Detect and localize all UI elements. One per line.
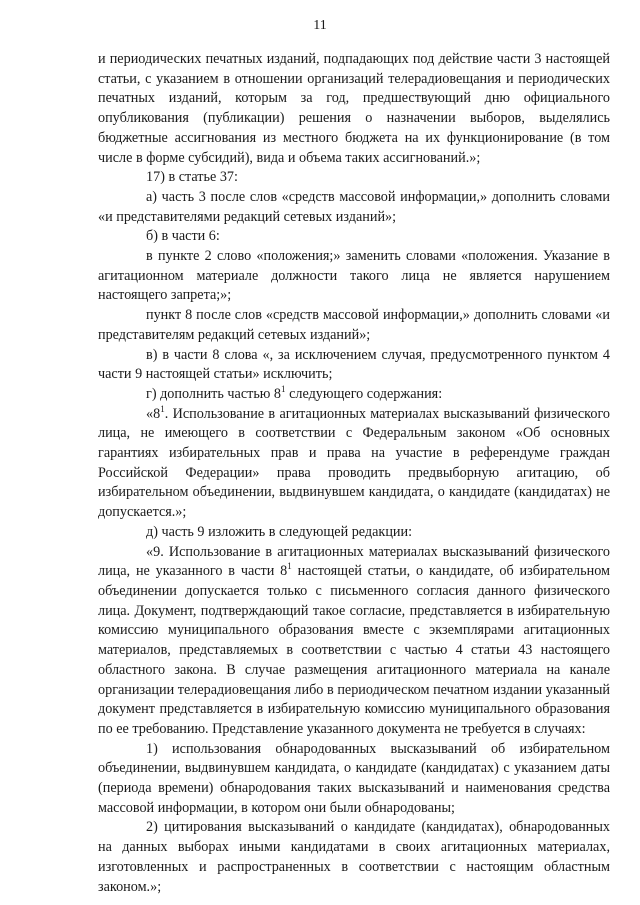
paragraph: д) часть 9 изложить в следующей редакции: [146,523,413,540]
paragraph-text: . Использование в агитационных материалах высказываний физического лица, не имеющего в соответствии с Федеральным законом «Об основных гарантиях избирательных прав и права на участие в референдуме граждан Российской Федерации» права проводить предвыборную агитацию, об избирательном объединении, выдвинувшем кандидата, о кандидате (кандидатах) не допускается.»; [98,405,610,521]
paragraph: б) в части 6: [146,228,220,245]
paragraph: пункт 8 после слов «средств массовой информации,» дополнить словами «и представителям редакций сетевых изданий»; [98,307,610,343]
paragraph: и периодических печатных изданий, подпадающих под действие части 3 настоящей статьи, с указанием в отношении организаций телерадиовещания и периодических печатных изданий, которым за год, предшествующий дню официального опубликования (публикации) решения о назначении выборов, выделялись бюджетные ассигнования из местного бюджета на их функционирование (в том числе в форме субсидий), вида и объема таких ассигнований.»; [98,51,610,166]
paragraph: а) часть 3 после слов «средств массовой информации,» дополнить словами «и представителями редакций сетевых изданий»; [98,188,610,225]
paragraph [98,405,610,523]
paragraph: 17) в статье 37: [146,169,238,186]
superscript: 1 [160,403,165,414]
document-body [98,50,610,897]
paragraph-text: «8 [146,405,161,422]
superscript: 1 [287,561,292,572]
paragraph-text: настоящей статьи, о кандидате, об избирательном объединении допускается только с письменного согласия данного физического лица. Документ, подтверждающий такое согласие, представляется в избирательную комиссию муниципального образования вместе с экземплярами агитационных материалов, представляемых в соответствии с частью 4 статьи 43 настоящего областного закона. В случае размещения агитационного материала на канале организации телерадиовещания либо в периодическом печатном издании указанный документ представляется в избирательную комиссию муниципального образования по ее требованию. Представление указанного документа не требуется в случаях: [98,563,610,737]
paragraph-text: «9. Использование в агитационных материалах высказываний физического лица, не указанного в части 8 [98,543,610,580]
paragraph: 2) цитирования высказываний о кандидате (кандидатах), обнародованных на данных выборах иными кандидатами в своих агитационных материалах, изготовленных и распространенных в соответствии с настоящим областным законом.»; [98,819,610,895]
paragraph: в пункте 2 слово «положения;» заменить словами «положения. Указание в агитационном материале должности такого лица не является нарушением настоящего запрета;»; [98,248,610,304]
paragraph: 1) использования обнародованных высказываний об избирательном объединении, выдвинувшем кандидата, о кандидате (кандидатах) с указанием даты (периода времени) обнародования таких высказываний и наименования средства массовой информации, в котором они были обнародованы; [98,740,610,816]
paragraph [98,543,610,740]
superscript: 1 [281,383,286,394]
paragraph: в) в части 8 слова «, за исключением случая, предусмотренного пунктом 4 части 9 настоящей статьи» исключить; [98,346,610,383]
page-number: 11 [313,18,327,33]
paragraph [98,385,610,405]
paragraph-text: следующего содержания: [285,385,443,402]
paragraph-text: г) дополнить частью 8 [146,385,282,402]
